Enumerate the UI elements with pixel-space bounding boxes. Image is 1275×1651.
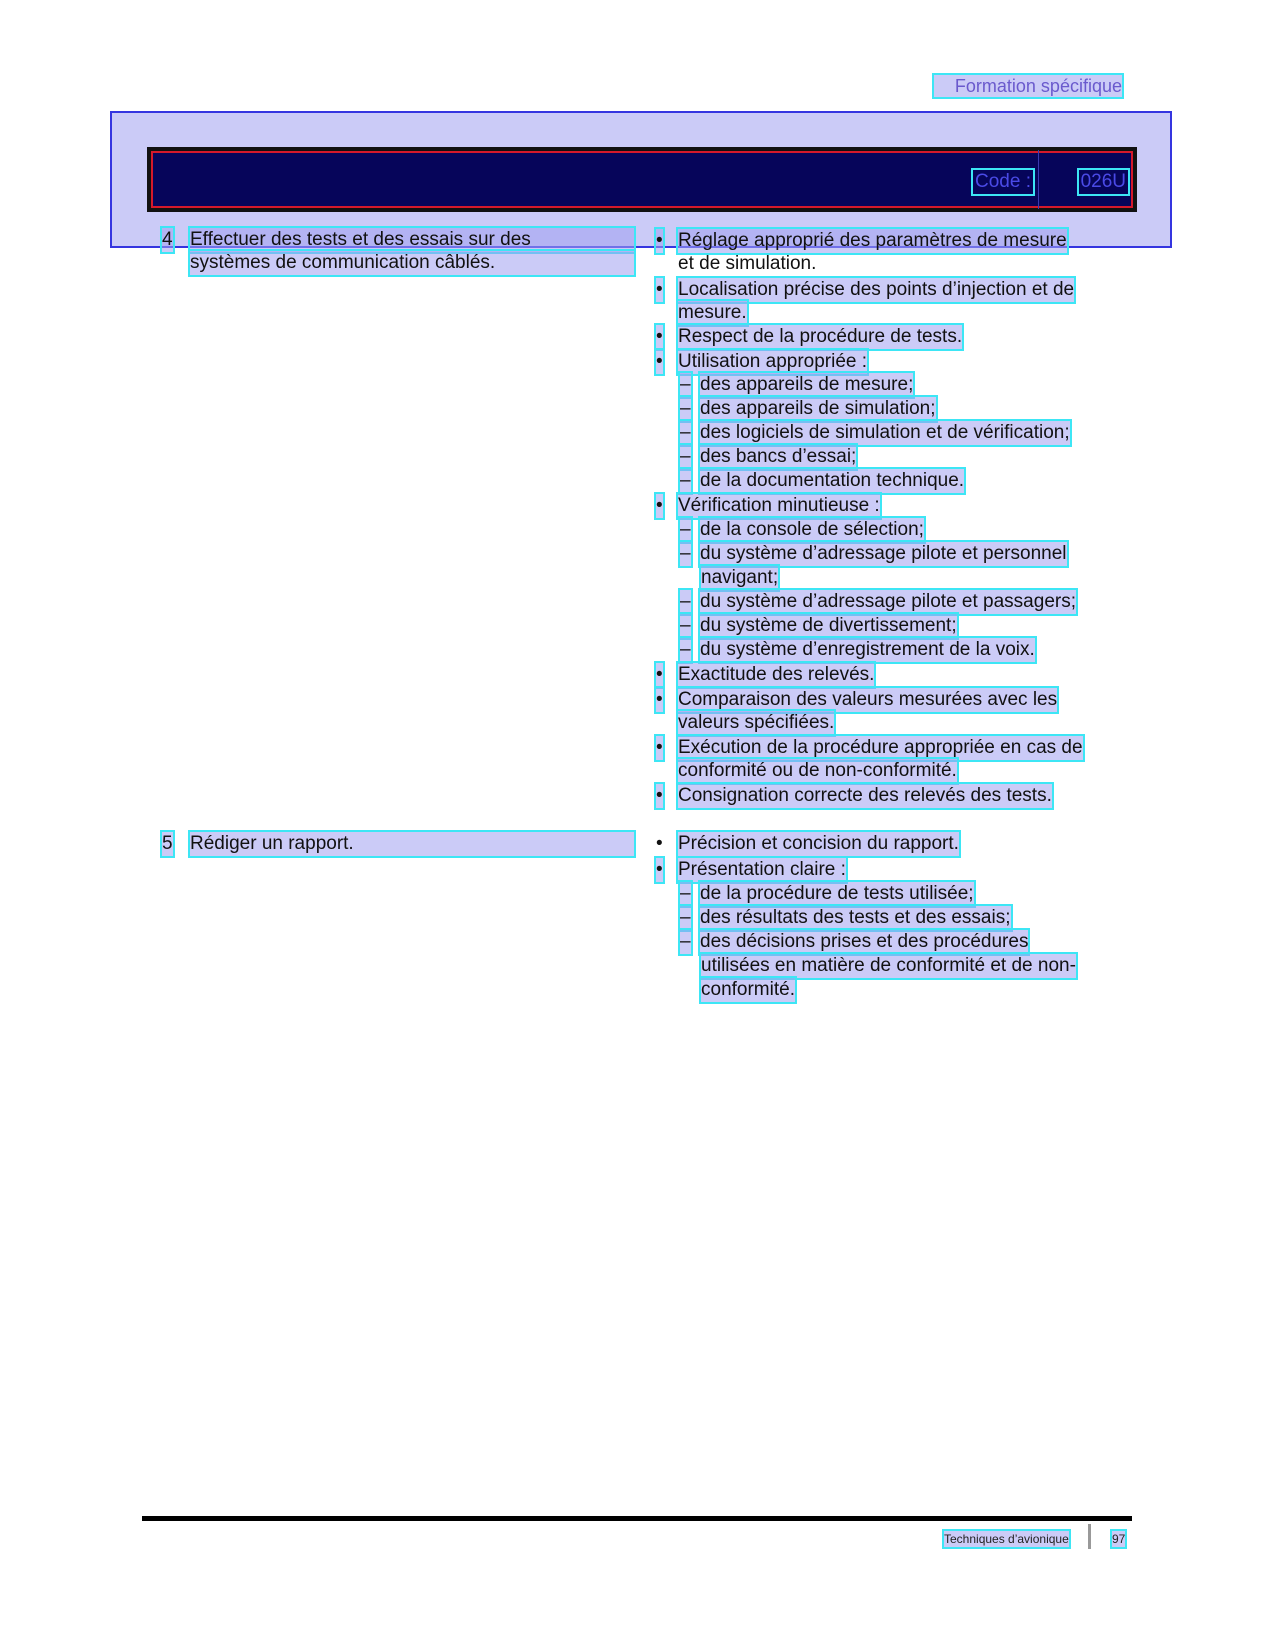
element-text: Rédiger un rapport. [190, 832, 634, 856]
sub-criterion-text: du système d’adressage pilote et personnel [700, 543, 1067, 564]
criterion-cont: mesure. [678, 302, 747, 323]
sub-criterion-text: de la documentation technique. [700, 470, 965, 491]
section-title: Formation spécifique [934, 75, 1122, 97]
sub-criterion-text: des appareils de simulation; [700, 398, 936, 419]
code-area [973, 170, 1128, 194]
criterion-text: Respect de la procédure de tests. [678, 326, 963, 347]
bullet-icon: • [656, 737, 663, 758]
dash-icon: – [680, 591, 691, 612]
bullet-icon: • [656, 689, 663, 710]
criterion-text: Vérification minutieuse : [678, 495, 880, 516]
criterion-text: Localisation précise des points d’injection et de [678, 279, 1075, 300]
dash-icon: – [680, 615, 691, 636]
page-number: 97 [1112, 1532, 1126, 1546]
dash-icon: – [680, 422, 691, 443]
dash-icon: – [680, 519, 691, 540]
sub-criterion-text: des logiciels de simulation et de vérification; [700, 422, 1070, 443]
bullet-icon: • [656, 230, 663, 251]
element-number: 5 [162, 833, 173, 854]
footer-separator [1088, 1524, 1091, 1549]
sub-criterion-text: des décisions prises et des procédures [700, 931, 1029, 952]
sub-criterion-text: de la procédure de tests utilisée; [700, 883, 974, 904]
element-text: Effectuer des tests et des essais sur des [190, 228, 634, 252]
sub-criterion-text: des appareils de mesure; [700, 374, 914, 395]
criterion-text: Exactitude des relevés. [678, 664, 875, 685]
bullet-icon: • [656, 326, 663, 347]
dash-icon: – [680, 543, 691, 564]
criterion-text: Précision et concision du rapport. [678, 833, 959, 854]
bullet-icon: • [656, 279, 663, 300]
code-value: 026U [1080, 171, 1126, 192]
dash-icon: – [680, 931, 691, 952]
sub-criterion-text: du système d’adressage pilote et passagers; [700, 591, 1076, 612]
criterion-cont: valeurs spécifiées. [678, 712, 835, 733]
element-number: 4 [162, 229, 173, 250]
criterion-cont: et de simulation. [678, 253, 817, 274]
dash-icon: – [680, 374, 691, 395]
footer-program: Techniques d’avionique [944, 1532, 1069, 1546]
dash-icon: – [680, 639, 691, 660]
criterion-text: Consignation correcte des relevés des tests. [678, 785, 1052, 806]
dash-icon: – [680, 907, 691, 928]
criterion-text: Réglage approprié des paramètres de mesure [678, 230, 1067, 251]
dash-icon: – [680, 470, 691, 491]
element-text: systèmes de communication câblés. [190, 251, 634, 275]
criterion-text: Comparaison des valeurs mesurées avec les [678, 689, 1058, 710]
footer-rule [142, 1516, 1132, 1521]
sub-criterion-cont: navigant; [701, 567, 779, 588]
dash-icon: – [680, 883, 691, 904]
sub-criterion-text: du système d’enregistrement de la voix. [700, 639, 1035, 660]
sub-criterion-text: des bancs d’essai; [700, 446, 857, 467]
dash-icon: – [680, 446, 691, 467]
sub-criterion-text: du système de divertissement; [700, 615, 957, 636]
bullet-icon: • [656, 495, 663, 516]
bullet-icon: • [656, 833, 663, 854]
sub-criterion-cont: conformité. [701, 979, 795, 1000]
bullet-icon: • [656, 664, 663, 685]
bullet-icon: • [656, 859, 663, 880]
code-label: Code : [975, 171, 1031, 192]
criterion-text: Exécution de la procédure appropriée en cas de [678, 737, 1083, 758]
criterion-cont: conformité ou de non-conformité. [678, 760, 957, 781]
sub-criterion-text: des résultats des tests et des essais; [700, 907, 1011, 928]
criterion-text: Utilisation appropriée : [678, 351, 868, 372]
criterion-text: Présentation claire : [678, 859, 846, 880]
dash-icon: – [680, 398, 691, 419]
sub-criterion-text: de la console de sélection; [700, 519, 924, 540]
bullet-icon: • [656, 351, 663, 372]
bullet-icon: • [656, 785, 663, 806]
sub-criterion-cont: utilisées en matière de conformité et de non- [701, 955, 1076, 976]
